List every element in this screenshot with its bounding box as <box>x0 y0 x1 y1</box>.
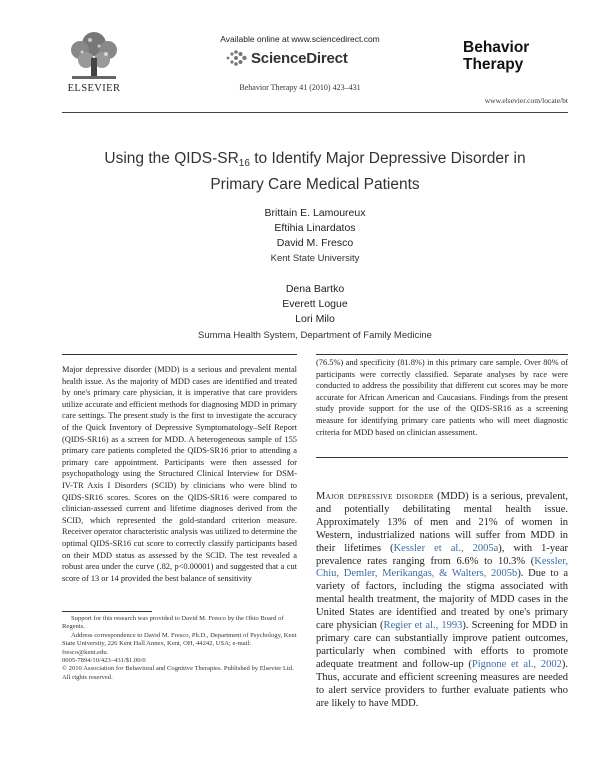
title-subscript: 16 <box>238 158 250 169</box>
footnote-issn: 0005-7894/10/423–431/$1.00/0 <box>62 657 146 665</box>
sciencedirect-dots-icon <box>225 49 247 67</box>
publisher-name: ELSEVIER <box>67 83 121 94</box>
author-name: Everett Logue <box>282 298 348 310</box>
intro-text: ). Due to a variety of factors, including the stigma associated with mental health treatment, the majority of MDD cases in the United States are identified and treated by one's primary care physician ( <box>316 568 568 632</box>
author-name: Eftihia Linardatos <box>274 222 356 234</box>
abstract-text-left: Major depressive disorder (MDD) is a serious and prevalent mental health issue. As the majority of MDD cases are identified and treated by one's primary care physician, it is imperative that care providers utilize accurate and efficient methods for diagnosing MDD in primary care settings. The present study is the first to investigate the accuracy of the Quick Inventory of Depressive Symptomatology–Self Report (QIDS-SR16) as a screen for MDD. A heterogeneous sample of 155 primary care patients completed the QIDS-SR16 prior to attending a primary care appointment. Participants were then assessed for psychopathology using the Structured Clinical Interview for DSM-IV-TR Axis I Disorders (SCID) by clinicians who were blind to QIDS-SR16 scores. Scores on the QIDS-SR16 were compared to clinician-assessed current and lifetime diagnoses derived from the SCID, which represented the gold-standard criterion measure. Receiver operator characteristic analysis was utilized to determine the optimal QIDS-SR16 cut score to correctly classify participants based on their MDD status as assessed by the SCID. The test revealed a robust area under the curve (.82, p<0.00001) and suggested that a cut score of 13 or 14 provided the best balance of sensitivity <box>62 365 297 583</box>
footnote-correspondence: Address correspondence to David M. Fresco, Ph.D., Department of Psychology, Kent State University, 226 Kent Hall Annex, Kent, OH, 44242, USA; e-mail: fresco@kent.edu. <box>62 631 297 656</box>
citation-link[interactable]: Kessler, Chiu, Demler, Merikangas, & Walters, 2005b <box>316 555 568 580</box>
journal-citation: Behavior Therapy 41 (2010) 423–431 <box>239 83 361 92</box>
intro-text: ). Thus, accurate and efficient screening measures are needed to alert service providers to further evaluate patients who are likely to have MDD. <box>316 658 568 709</box>
sciencedirect-logo[interactable] <box>225 46 348 70</box>
title-part2: to Identify Major Depressive Disorder in <box>249 150 526 167</box>
journal-title-line1: Behavior <box>463 39 530 56</box>
header-divider <box>62 112 568 113</box>
footnote-rule <box>62 611 152 612</box>
abstract-rule <box>62 354 297 355</box>
journal-title <box>463 39 563 73</box>
footnote-copyright: © 2010 Association for Behavioral and Cognitive Therapies. Published by Elsevier Ltd. All rights reserved. <box>62 665 294 681</box>
title-line2: Primary Care Medical Patients <box>210 176 420 193</box>
author-name: Dena Bartko <box>285 283 345 295</box>
intro-text: (MDD) is a serious, prevalent, and potentially debilitating mental health issue. Approximately 13% of men and 21% of women in Western, industrialized nations will suffer from MDD in their lifetimes ( <box>316 491 568 554</box>
abstract-end-rule <box>316 457 568 458</box>
journal-url[interactable]: www.elsevier.com/locate/bt <box>484 96 568 105</box>
intro-lead-smallcaps: Major depressive disorder <box>316 491 434 502</box>
author-affiliation: Summa Health System, Department of Family Medicine <box>198 330 432 341</box>
footnotes <box>62 615 297 682</box>
abstract-text-right: (76.5%) and specificity (81.8%) in this primary care sample. Over 80% of participants were correctly classified. Separate analyses by race were conducted to address the possibility that different cut scores may be more accurate for African American and Caucasians. Findings from the present study provide support for the use of the QIDS-SR16 as a screening measure for identifying primary care patients who will meet diagnostic criteria for MDD based on clinician assessment. <box>316 358 568 437</box>
author-name: Brittain E. Lamoureux <box>264 207 366 219</box>
author-name: David M. Fresco <box>276 237 354 249</box>
available-online-text[interactable]: Available online at www.sciencedirect.com <box>220 34 380 44</box>
abstract-rule <box>316 354 568 355</box>
author-affiliation: Kent State University <box>270 253 360 264</box>
intro-text: ). Screening for MDD in primary care can substantially improve patient outcomes, particularly when combined with efforts to promote adequate treatment and follow-up ( <box>316 620 568 670</box>
title-part1: Using the QIDS-SR <box>104 150 239 167</box>
citation-link[interactable]: Kessler et al., 2005a <box>393 542 499 554</box>
citation-link[interactable]: Pignone et al., 2002 <box>471 658 562 670</box>
citation-link[interactable]: Regier et al., 1993 <box>383 620 463 632</box>
intro-paragraph <box>316 491 568 710</box>
author-name: Lori Milo <box>295 313 335 325</box>
intro-text: ), with 1-year prevalence rates ranging from 6.6% to 10.3% ( <box>316 542 568 567</box>
article-title <box>62 148 568 195</box>
sciencedirect-name: ScienceDirect <box>251 49 348 67</box>
journal-title-line2: Therapy <box>463 56 524 73</box>
footnote-support: Support for this research was provided to David M. Fresco by the Ohio Board of Regents. <box>62 615 284 631</box>
